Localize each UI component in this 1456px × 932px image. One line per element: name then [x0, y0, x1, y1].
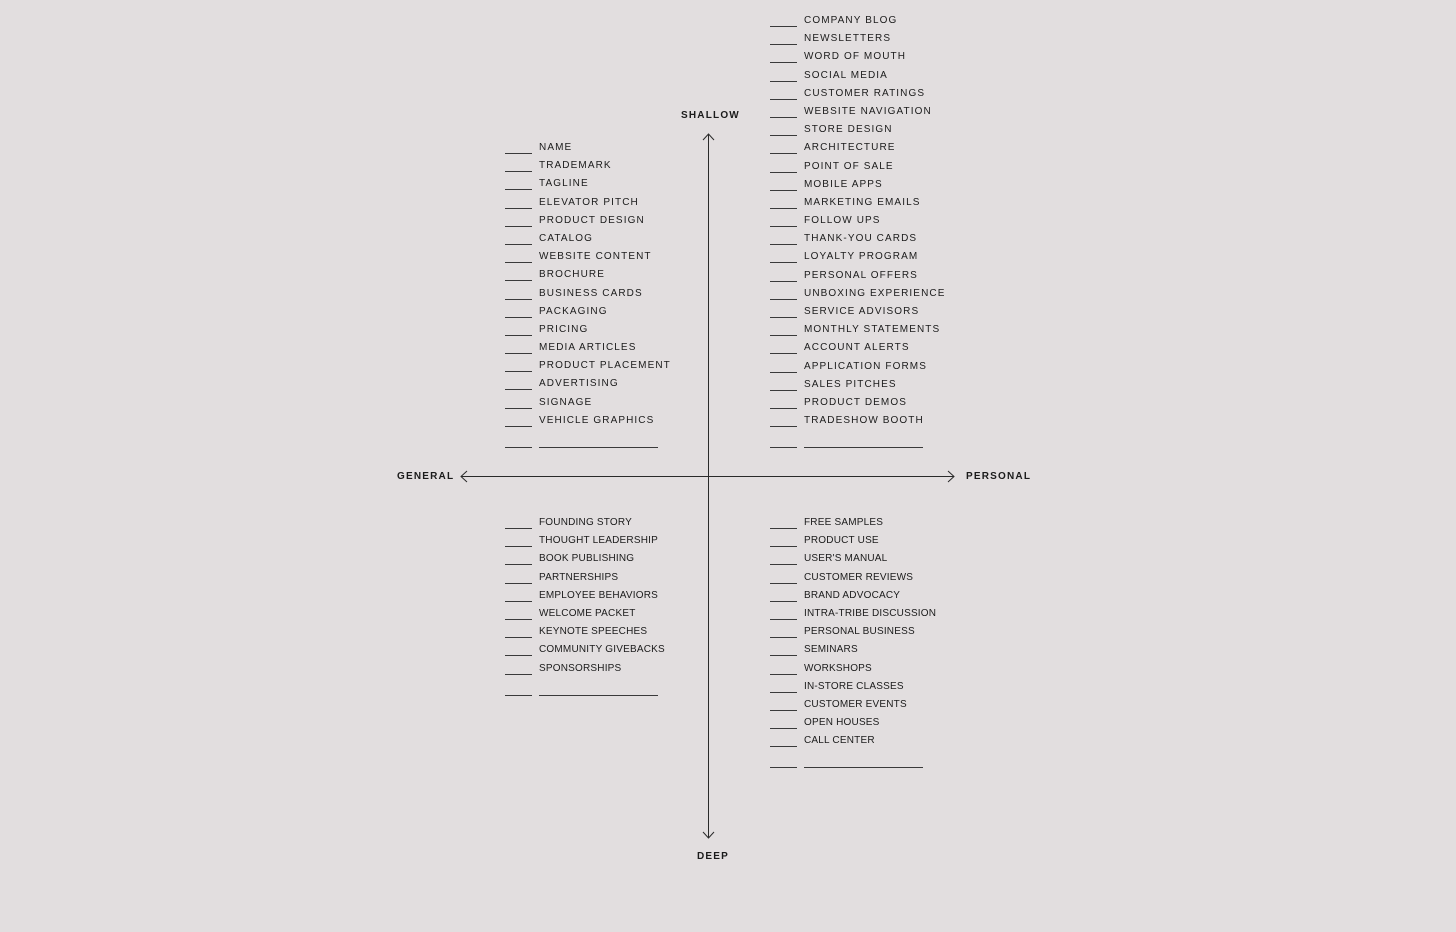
blank-rank-line: [770, 746, 797, 747]
blank-rank-line: [505, 189, 532, 190]
blank-rank-line: [505, 371, 532, 372]
blank-rank-line: [770, 190, 797, 191]
item-label: TRADEMARK: [539, 160, 612, 172]
item-label: OPEN HOUSES: [804, 717, 880, 729]
item-label: FREE SAMPLES: [804, 517, 884, 528]
blank-rank-line: [505, 637, 532, 638]
item-label: EMPLOYEE BEHAVIORS: [539, 589, 659, 601]
item-label: INTRA-TRIBE DISCUSSION: [804, 607, 937, 619]
item-label: CUSTOMER RATINGS: [804, 87, 926, 99]
item-label: MOBILE APPS: [804, 178, 883, 190]
blank-rank-line: [505, 335, 532, 336]
item-label: MONTHLY STATEMENTS: [804, 324, 941, 336]
item-label: CUSTOMER REVIEWS: [804, 571, 914, 583]
item-label: THOUGHT LEADERSHIP: [539, 535, 658, 547]
item-label: ADVERTISING: [539, 378, 619, 390]
blank-rank-line: [770, 135, 797, 136]
item-label: BROCHURE: [539, 269, 606, 281]
blank-rank-line: [770, 528, 797, 529]
item-label: NAME: [539, 142, 573, 153]
blank-rank-line: [505, 546, 532, 547]
item-label: CUSTOMER EVENTS: [804, 698, 907, 710]
item-label: PRICING: [539, 323, 589, 335]
blank-rank-line: [505, 655, 532, 656]
item-label: SALES PITCHES: [804, 378, 897, 390]
item-label: FOUNDING STORY: [539, 517, 632, 528]
blank-rank-line: [505, 226, 532, 227]
blank-rank-line: [505, 353, 532, 354]
blank-rank-line: [770, 390, 797, 391]
blank-rank-line: [770, 637, 797, 638]
blank-rank-line: [505, 695, 532, 696]
blank-rank-line: [770, 353, 797, 354]
blank-rank-line: [770, 601, 797, 602]
blank-rank-line: [505, 299, 532, 300]
item-label: ACCOUNT ALERTS: [804, 342, 910, 354]
item-label: PARTNERSHIPS: [539, 571, 619, 583]
blank-rank-line: [770, 426, 797, 427]
item-label: PACKAGING: [539, 305, 608, 317]
item-label: WELCOME PACKET: [539, 607, 636, 619]
blank-rank-line: [505, 674, 532, 675]
axis-label-deep: DEEP: [697, 851, 730, 862]
item-label: USER'S MANUAL: [804, 553, 888, 565]
blank-rank-line: [505, 317, 532, 318]
blank-rank-line: [770, 564, 797, 565]
item-label: TAGLINE: [539, 178, 589, 190]
blank-rank-line: [770, 226, 797, 227]
blank-rank-line: [770, 317, 797, 318]
item-label: ELEVATOR PITCH: [539, 196, 639, 208]
item-label: CALL CENTER: [804, 735, 875, 747]
item-label: PERSONAL BUSINESS: [804, 626, 915, 638]
axis-label-general: GENERAL: [397, 471, 455, 482]
blank-rank-line: [770, 244, 797, 245]
item-label: ARCHITECTURE: [804, 142, 896, 154]
blank-rank-line: [505, 447, 532, 448]
blank-rank-line: [770, 99, 797, 100]
item-label: SERVICE ADVISORS: [804, 306, 920, 317]
blank-rank-line: [770, 26, 797, 27]
item-label: PRODUCT USE: [804, 535, 879, 547]
blank-rank-line: [770, 447, 797, 448]
blank-rank-line: [770, 655, 797, 656]
item-label: SPONSORSHIPS: [539, 662, 622, 674]
blank-rank-line: [770, 62, 797, 63]
item-label: FOLLOW UPS: [804, 215, 881, 227]
item-label: TRADESHOW BOOTH: [804, 415, 924, 427]
blank-rank-line: [770, 583, 797, 584]
item-label: KEYNOTE SPEECHES: [539, 626, 648, 638]
blank-rank-line: [505, 280, 532, 281]
item-label: LOYALTY PROGRAM: [804, 251, 919, 263]
axis-label-shallow: SHALLOW: [681, 110, 740, 121]
blank-rank-line: [770, 546, 797, 547]
item-label: MARKETING EMAILS: [804, 196, 921, 208]
blank-rank-line: [505, 153, 532, 154]
item-label: VEHICLE GRAPHICS: [539, 414, 655, 426]
item-label: SEMINARS: [804, 644, 858, 656]
blank-rank-line: [770, 281, 797, 282]
item-label: WORKSHOPS: [804, 662, 872, 674]
item-label: MEDIA ARTICLES: [539, 342, 637, 354]
item-label: SOCIAL MEDIA: [804, 69, 888, 81]
blank-rank-line: [505, 564, 532, 565]
blank-rank-line: [770, 674, 797, 675]
item-label: WORD OF MOUTH: [804, 51, 907, 63]
blank-rank-line: [505, 408, 532, 409]
item-label: BRAND ADVOCACY: [804, 589, 901, 601]
blank-rank-line: [770, 372, 797, 373]
blank-rank-line: [505, 244, 532, 245]
blank-rank-line: [505, 389, 532, 390]
blank-rank-line: [770, 208, 797, 209]
blank-rank-line: [505, 601, 532, 602]
blank-rank-line: [770, 299, 797, 300]
item-label: COMPANY BLOG: [804, 15, 898, 26]
blank-fill-line: [539, 447, 658, 448]
blank-fill-line: [539, 695, 658, 696]
item-label: WEBSITE NAVIGATION: [804, 105, 932, 117]
item-label: BOOK PUBLISHING: [539, 553, 635, 565]
item-label: PRODUCT PLACEMENT: [539, 360, 671, 372]
item-label: BUSINESS CARDS: [539, 287, 643, 299]
blank-rank-line: [770, 172, 797, 173]
blank-rank-line: [505, 583, 532, 584]
blank-rank-line: [770, 692, 797, 693]
blank-rank-line: [505, 208, 532, 209]
blank-rank-line: [770, 262, 797, 263]
item-label: PERSONAL OFFERS: [804, 269, 918, 281]
blank-rank-line: [770, 117, 797, 118]
item-label: THANK-YOU CARDS: [804, 233, 918, 245]
blank-rank-line: [770, 710, 797, 711]
item-label: IN-STORE CLASSES: [804, 680, 904, 692]
blank-rank-line: [505, 262, 532, 263]
item-label: PRODUCT DEMOS: [804, 396, 908, 408]
item-label: CATALOG: [539, 232, 594, 244]
blank-rank-line: [505, 528, 532, 529]
blank-rank-line: [505, 426, 532, 427]
blank-rank-line: [770, 767, 797, 768]
item-label: PRODUCT DESIGN: [539, 214, 645, 226]
blank-rank-line: [770, 153, 797, 154]
blank-rank-line: [505, 171, 532, 172]
blank-fill-line: [804, 447, 923, 448]
axis-label-personal: PERSONAL: [966, 471, 1032, 482]
blank-rank-line: [770, 619, 797, 620]
blank-rank-line: [770, 335, 797, 336]
item-label: WEBSITE CONTENT: [539, 251, 652, 263]
blank-rank-line: [770, 728, 797, 729]
blank-rank-line: [505, 619, 532, 620]
blank-rank-line: [770, 408, 797, 409]
item-label: POINT OF SALE: [804, 160, 894, 172]
blank-rank-line: [770, 44, 797, 45]
item-label: UNBOXING EXPERIENCE: [804, 287, 946, 299]
item-label: COMMUNITY GIVEBACKS: [539, 644, 665, 656]
item-label: SIGNAGE: [539, 396, 593, 408]
blank-fill-line: [804, 767, 923, 768]
blank-rank-line: [770, 81, 797, 82]
item-label: STORE DESIGN: [804, 124, 893, 136]
item-label: NEWSLETTERS: [804, 33, 892, 45]
item-label: APPLICATION FORMS: [804, 360, 927, 372]
